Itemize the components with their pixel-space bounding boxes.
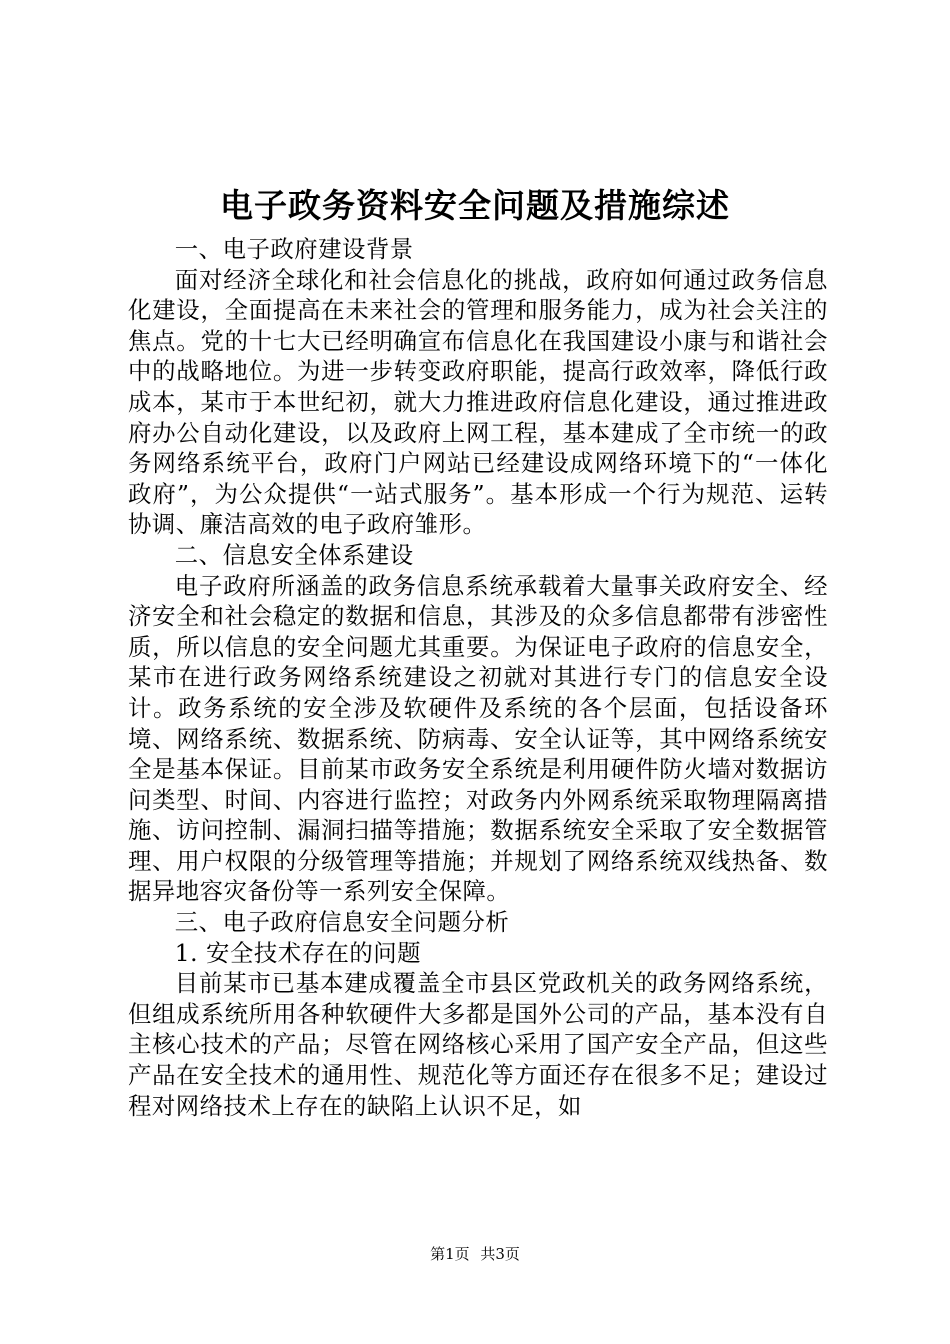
body-paragraph-3: 目前某市已基本建成覆盖全市县区党政机关的政务网络系统，但组成系统所用各种软硬件大多都是国外公司的产品，基本没有自主核心技术的产品；尽管在网络核心采用了国产安全产品，但这些产品在安全技术的通用性、规范化等方面还存在很多不足；建设过程对网络技术上存在的缺陷上认识不足，如 (128, 969, 828, 1120)
section-heading-1: 一、电子政府建设背景 (174, 235, 414, 263)
body-paragraph-2: 电子政府所涵盖的政务信息系统承载着大量事关政府安全、经济安全和社会稳定的数据和信息，其涉及的众多信息都带有涉密性质，所以信息的安全问题尤其重要。为保证电子政府的信息安全，某市在进行政务网络系统建设之初就对其进行专门的信息安全设计。政务系统的安全涉及软硬件及系统的各个层面，包括设备环境、网络系统、数据系统、防病毒、安全认证等，其中网络系统安全是基本保证。目前某市政务安全系统是利用硬件防火墙对数据访问类型、时间、内容进行监控；对政务内外网系统采取物理隔离措施、访问控制、漏洞扫描等措施；数据系统安全采取了安全数据管理、用户权限的分级管理等措施；并规划了网络系统双线热备、数据异地容灾备份等一系列安全保障。 (128, 571, 828, 906)
body-paragraph-1: 面对经济全球化和社会信息化的挑战，政府如何通过政务信息化建设，全面提高在未来社会的管理和服务能力，成为社会关注的焦点。党的十七大已经明确宣布信息化在我国建设小康与和谐社会中的战略地位。为进一步转变政府职能，提高行政效率，降低行政成本，某市于本世纪初，就大力推进政府信息化建设，通过推进政府办公自动化建设，以及政府上网工程，基本建成了全市统一的政务网络系统平台，政府门户网站已经建设成网络环境下的“一体化政府”，为公众提供“一站式服务”。基本形成一个行为规范、运转协调、廉洁高效的电子政府雏形。 (128, 265, 828, 539)
section-heading-2: 二、信息安全体系建设 (174, 540, 414, 569)
section-heading-3: 三、电子政府信息安全问题分析 (174, 908, 510, 937)
page-total: 共3页 (480, 1245, 520, 1263)
subsection-heading-1: 1. 安全技术存在的问题 (174, 938, 422, 967)
page-footer (0, 1244, 950, 1264)
document-body (128, 234, 828, 1121)
page-number: 第1页 (430, 1245, 470, 1263)
document-title: 电子政务资料安全问题及措施综述 (220, 186, 730, 225)
